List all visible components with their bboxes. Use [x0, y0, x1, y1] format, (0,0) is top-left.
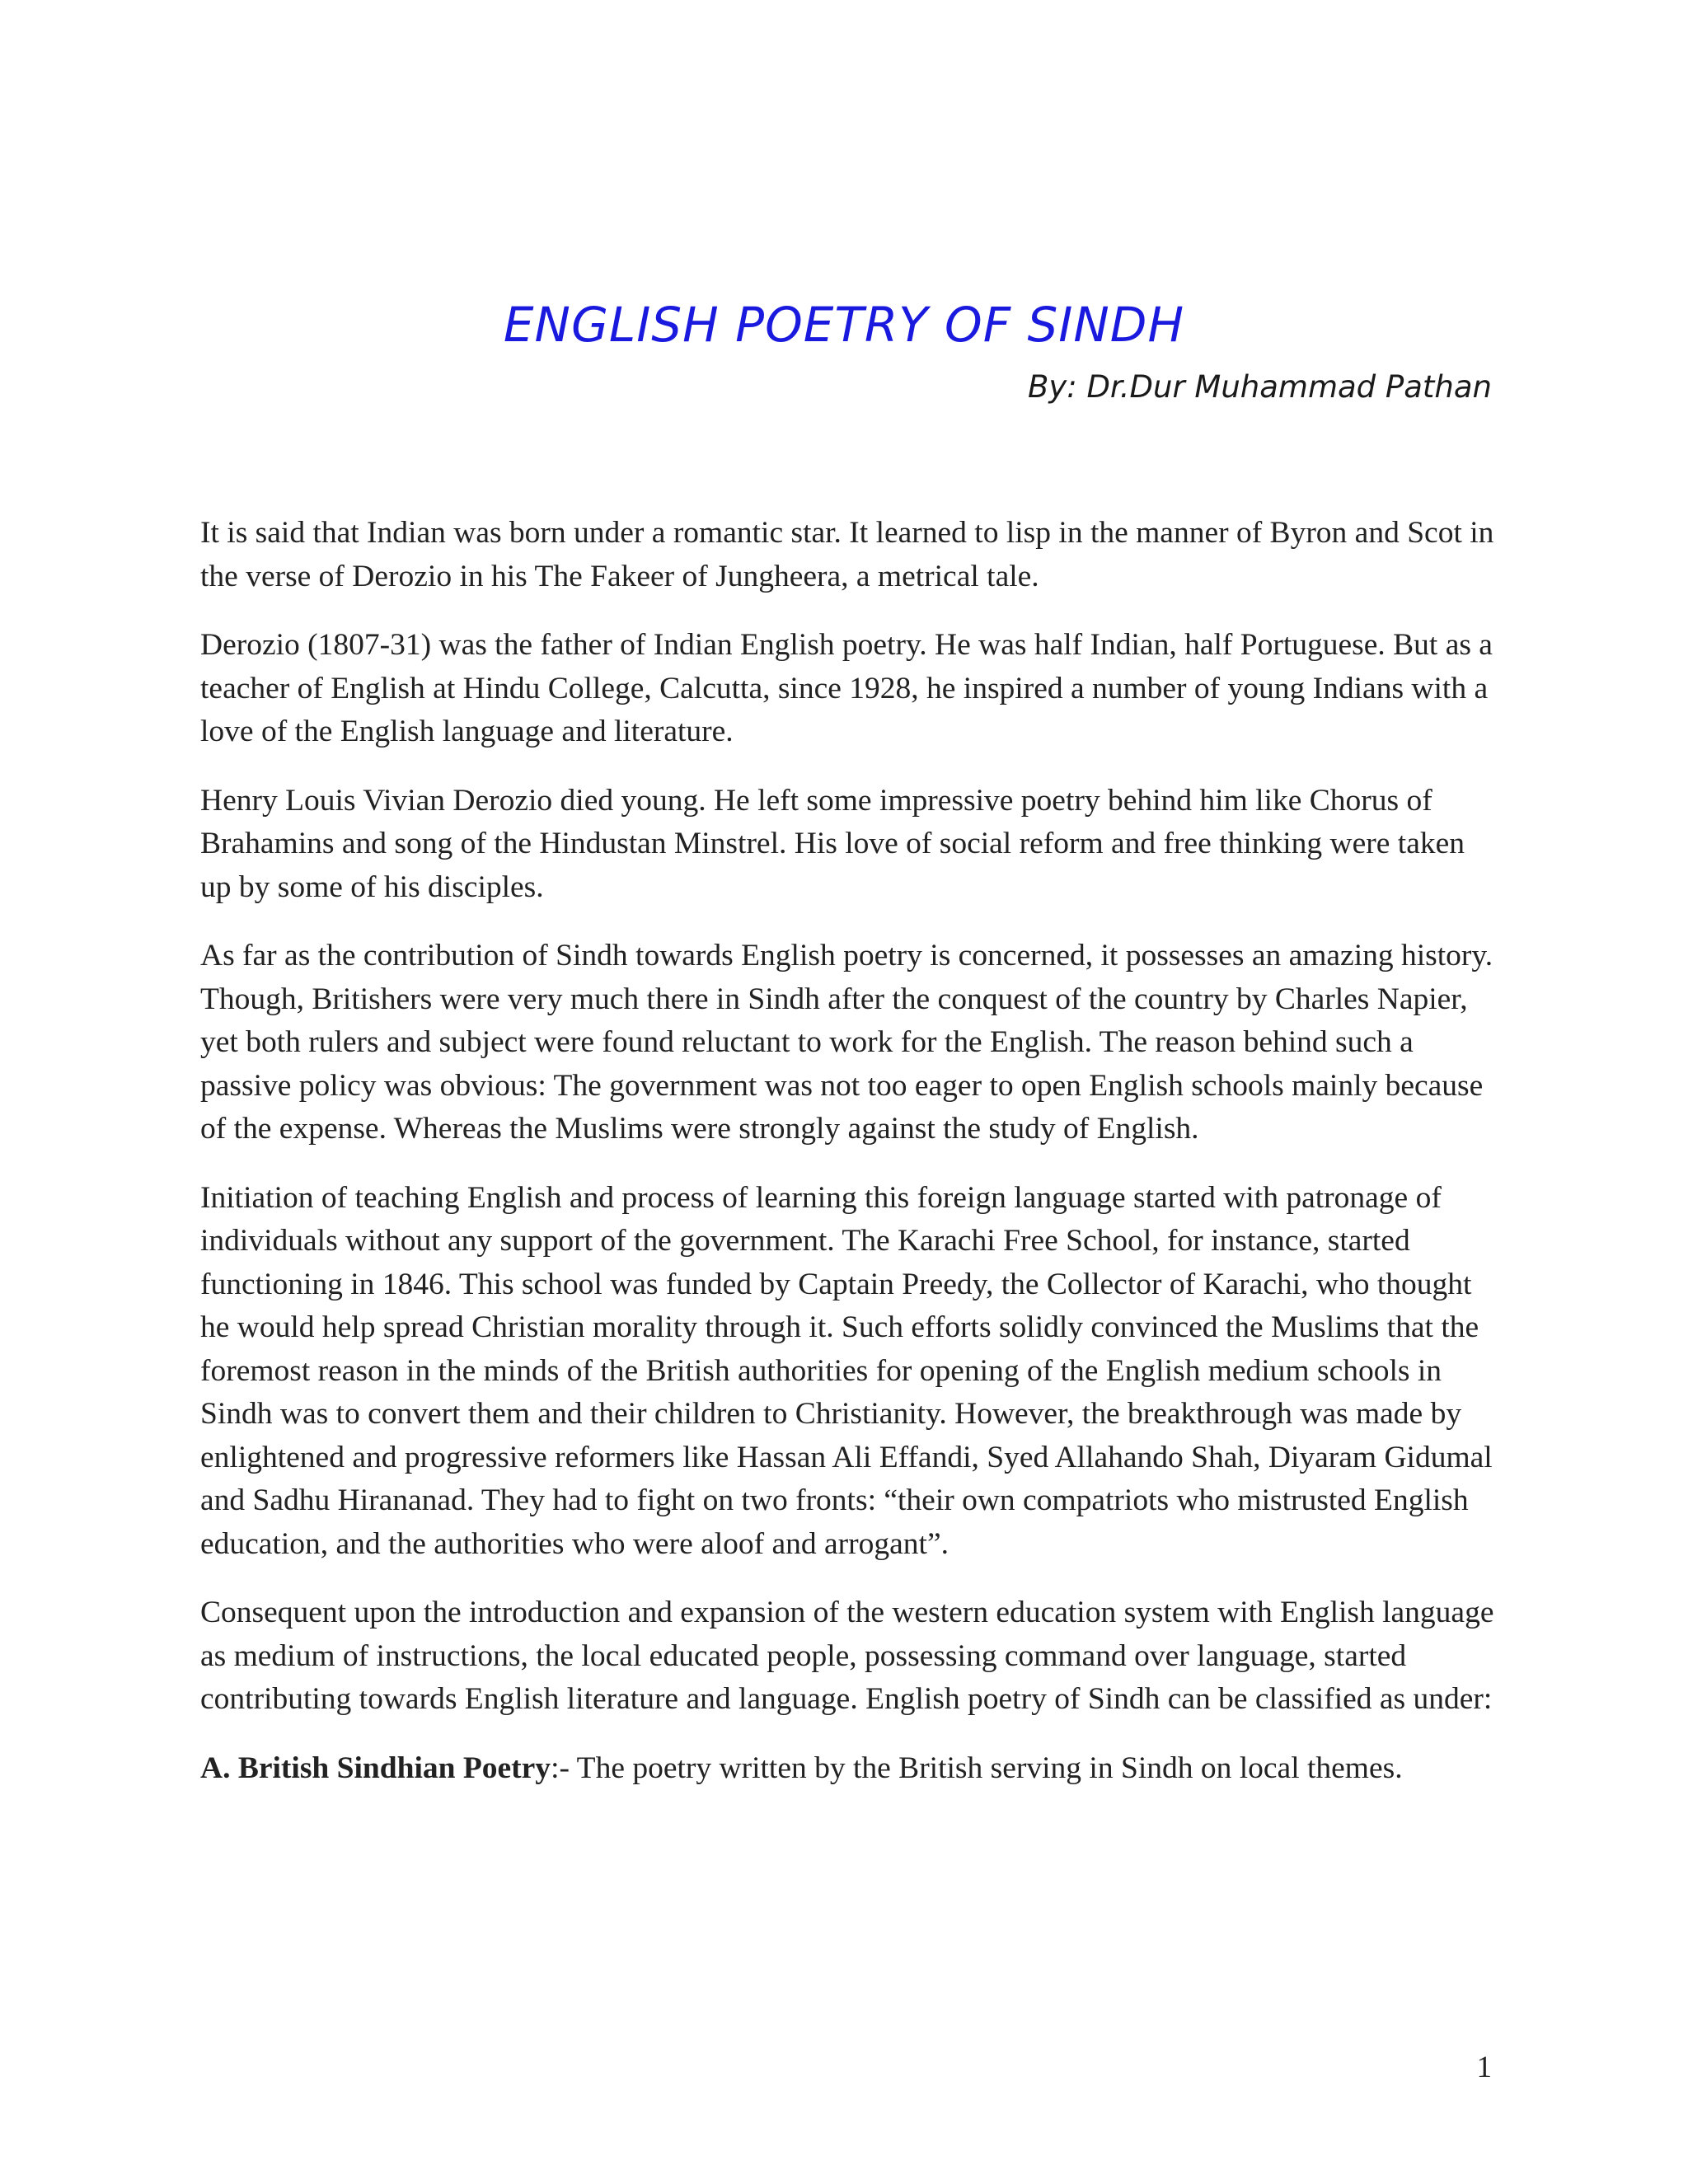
paragraph: It is said that Indian was born under a romantic star. It learned to lisp in the manner of Byron and Scot in the verse of Derozio in his The Fakeer of Jungheera, a metrical tale.: [200, 516, 1494, 593]
document-body: [200, 512, 1503, 1816]
paragraph: Consequent upon the introduction and expansion of the western education system with English language as medium of instructions, the local educated people, possessing command over language, started contributing towards English literature and language. English poetry of Sindh can be classified as under:: [200, 1596, 1494, 1716]
document-title: ENGLISH POETRY OF SINDH: [503, 297, 1185, 353]
classification-label: A. British Sindhian Poetry: [200, 1750, 551, 1785]
author-byline: By: Dr.Dur Muhammad Pathan: [1027, 369, 1492, 405]
paragraph: Henry Louis Vivian Derozio died young. He left some impressive poetry behind him like Chorus of Brahamins and song of the Hindustan Minstrel. His love of social reform and free thinking were taken up by some of his disciples.: [200, 783, 1465, 904]
paragraph: As far as the contribution of Sindh towards English poetry is concerned, it possesses an amazing history. Though, Britishers were very much there in Sindh after the conquest of the country by Charles Napier, yet both rulers and subject were found reluctant to work for the English. The reason behind such a passive policy was obvious: The government was not too eager to open English schools mainly because of the expense. Whereas the Muslims were strongly against the study of English.: [200, 939, 1493, 1146]
classification-item: [200, 1747, 1503, 1791]
page-number: 1: [1476, 2050, 1492, 2084]
paragraph: Initiation of teaching English and process of learning this foreign language started with patronage of individuals without any support of the government. The Karachi Free School, for instance, started functioning in 1846. This school was funded by Captain Preedy, the Collector of Karachi, who thought he would help spread Christian morality through it. Such efforts solidly convinced the Muslims that the foremost reason in the minds of the British authorities for opening of the English medium schools in Sindh was to convert them and their children to Christianity. However, the breakthrough was made by enlightened and progressive reformers like Hassan Ali Effandi, Syed Allahando Shah, Diyaram Gidumal and Sadhu Hirananad. They had to fight on two fronts: “their own compatriots who mistrusted English education, and the authorities who were aloof and arrogant”.: [200, 1180, 1493, 1561]
paragraph: Derozio (1807-31) was the father of Indian English poetry. He was half Indian, half Portuguese. But as a teacher of English at Hindu College, Calcutta, since 1928, he inspired a number of young Indians with a love of the English language and literature.: [200, 628, 1493, 748]
classification-text: :- The poetry written by the British serving in Sindh on local themes.: [551, 1750, 1403, 1785]
